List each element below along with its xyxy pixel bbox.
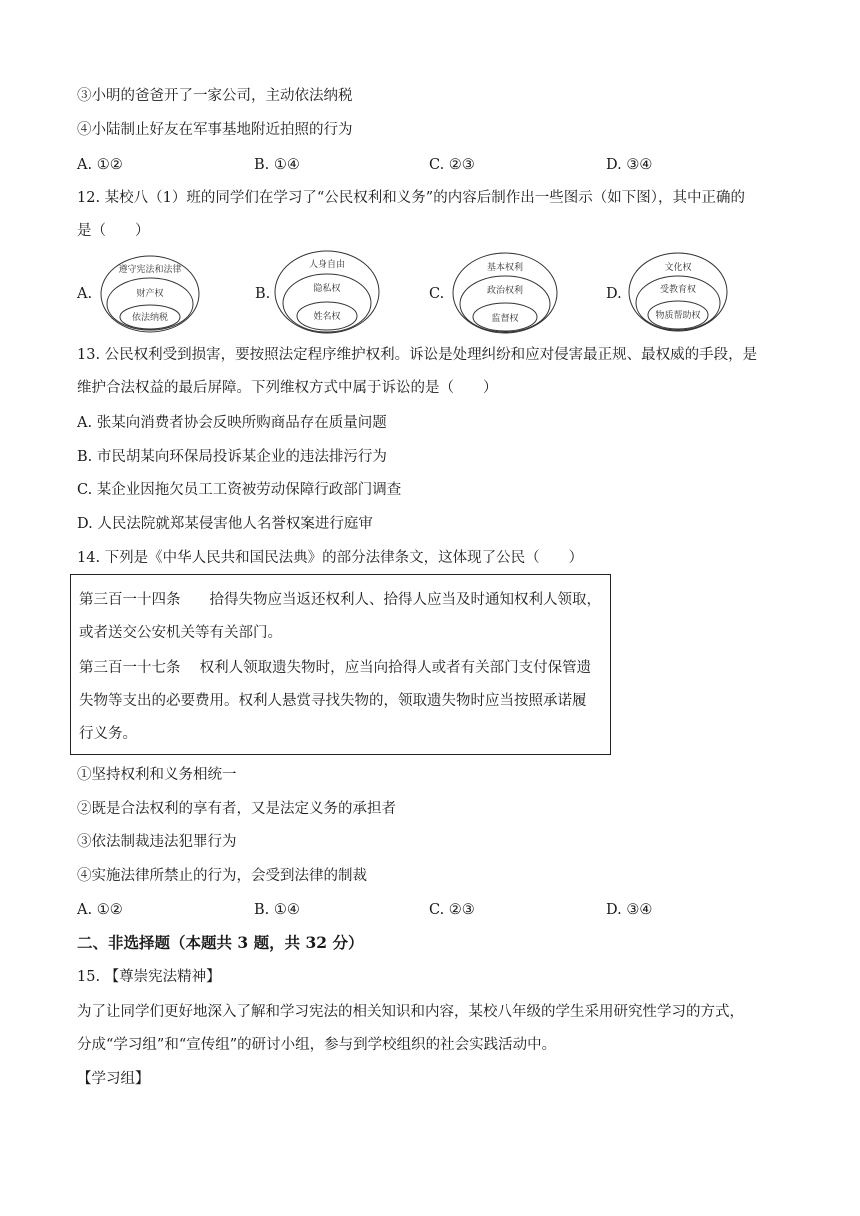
q12-diagram-d-label: D. (606, 286, 622, 302)
q15-title: 15. 【尊崇宪法精神】 (77, 969, 221, 985)
q11-option-d: D. ③④ (606, 157, 653, 173)
nested-circles-diagram-c (452, 252, 558, 334)
q12-a-outer: 遵守宪法和法律 (118, 265, 182, 275)
q11-option-b: B. ①④ (254, 157, 300, 173)
q14-option-c: C. ②③ (429, 902, 475, 918)
q13-option-c: C. 某企业因拖欠员工工资被劳动保障行政部门调查 (77, 482, 402, 498)
q12-d-middle: 受教育权 (659, 285, 697, 295)
q13-stem-line1: 13. 公民权利受到损害，要按照法定程序维护权利。诉讼是处理纠纷和应对侵害最正规、最权威的手段，是 (77, 347, 758, 363)
excerpt-line-2: 或者送交公安机关等有关部门。 (79, 625, 282, 641)
q12-a-middle: 财产权 (136, 289, 164, 299)
q14-item-1: ①坚持权利和义务相统一 (77, 767, 237, 783)
q15-subheading: 【学习组】 (77, 1071, 150, 1087)
q12-c-middle: 政治权利 (486, 286, 524, 296)
q14-stem: 14. 下列是《中华人民共和国民法典》的部分法律条文，这体现了公民（ ） (77, 550, 584, 566)
q13-option-a: A. 张某向消费者协会反映所购商品存在质量问题 (77, 415, 387, 431)
excerpt-line-3: 第三百一十七条 权利人领取遗失物时，应当向拾得人或者有关部门支付保管遗 (79, 660, 592, 676)
q11-item-3: ③小明的爸爸开了一家公司，主动依法纳税 (77, 88, 353, 104)
q13-option-b: B. 市民胡某向环保局投诉某企业的违法排污行为 (77, 449, 387, 465)
q12-c-inner: 监督权 (491, 314, 519, 324)
q12-b-inner: 姓名权 (313, 312, 341, 322)
nested-circles-diagram-b (274, 250, 380, 334)
q12-a-inner: 依法纳税 (131, 313, 169, 323)
q14-item-2: ②既是合法权利的享有者，又是法定义务的承担者 (77, 801, 396, 817)
q15-paragraph-line1: 为了让同学们更好地深入了解和学习宪法的相关知识和内容，某校八年级的学生采用研究性学习的方式， (77, 1004, 744, 1020)
nested-circles-diagram-d (628, 252, 728, 332)
q15-paragraph-line2: 分成“学习组”和“宣传组”的研讨小组，参与到学校组织的社会实践活动中。 (77, 1037, 557, 1053)
q12-diagram-b-label: B. (255, 286, 271, 302)
q11-item-4: ④小陆制止好友在军事基地附近拍照的行为 (77, 122, 353, 138)
excerpt-line-4: 失物等支出的必要费用。权利人悬赏寻找失物的，领取遗失物时应当按照承诺履 (79, 693, 587, 709)
nested-circles-diagram-a (100, 254, 200, 334)
q13-stem-line2: 维护合法权益的最后屏障。下列维权方式中属于诉讼的是（ ） (77, 380, 498, 396)
q12-d-inner: 物质帮助权 (655, 311, 701, 321)
q12-d-outer: 文化权 (664, 263, 692, 273)
q12-diagram-c-label: C. (429, 286, 445, 302)
q11-option-a: A. ①② (77, 157, 123, 173)
q12-stem-line1: 12. 某校八（1）班的同学们在学习了“公民权利和义务”的内容后制作出一些图示（如下图），其中正确的 (77, 190, 745, 206)
q12-c-outer: 基本权利 (486, 263, 524, 273)
excerpt-line-5: 行义务。 (79, 726, 137, 742)
q12-b-outer: 人身自由 (308, 260, 346, 270)
q13-option-d: D. 人民法院就郑某侵害他人名誉权案进行庭审 (77, 516, 373, 532)
civil-code-excerpt-box (70, 574, 611, 755)
excerpt-line-1: 第三百一十四条 拾得失物应当返还权利人、拾得人应当及时通知权利人领取， (79, 592, 601, 608)
q14-option-b: B. ①④ (254, 902, 300, 918)
q12-b-middle: 隐私权 (313, 284, 341, 294)
q12-diagram-a-label: A. (77, 286, 93, 302)
q14-item-4: ④实施法律所禁止的行为，会受到法律的制裁 (77, 868, 367, 884)
section-heading: 二、非选择题（本题共 3 题，共 32 分） (77, 933, 364, 952)
q14-option-a: A. ①② (77, 902, 123, 918)
q14-option-d: D. ③④ (606, 902, 653, 918)
q14-item-3: ③依法制裁违法犯罪行为 (77, 834, 237, 850)
q12-stem-line2: 是（ ） (77, 223, 150, 239)
q11-option-c: C. ②③ (429, 157, 475, 173)
